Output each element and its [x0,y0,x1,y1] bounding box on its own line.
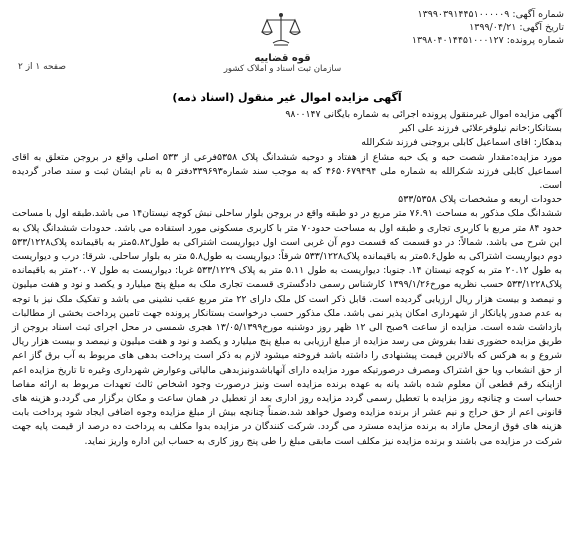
paragraph-details: ششدانگ ملک مذکور به مساحت ۷۶.۹۱ متر مربع در دو طبقه واقع در بروجن بلوار ساحلی نبش کوچه نیستان۱۴ می باشد.طبقه اول با مساحت حدود ۸۴ متر مربع با کاربری تجاری و طبقه اول به مساحت حدود۷۰ متر با کاربری مسکونی مورد استفاده می باشد. حدودات ششدانگ پلاک به این شرح می باشد. شمالاً: در دو قسمت که قسمت دوم آن غربی است اول دیواریست اشتراکی به طول۵.۸۲متر به باقیمانده پلاک۵۳۳/۱۲۲۸ دوم دیواریست اشتراکی به طول۵.۶متر به باقیمانده پلاک۵۳۳/۱۲۲۸ شرقاً: دیواریست به طول۵.۸ متر به بلوار ساحلی. شرقا: درب و دیواریست به طول ۲۰.۱۲ متر به کوچه نیستان ۱۴. جنوبا: دیواریست به طول ۵.۱۱ متر به پلاک ۵۳۳/۱۲۲۹ غربا: دیواریست به طول ۲۰.۰۷متر به باقیمانده پلاک۵۳۳/۱۲۲۸ حسب نظریه مورخ۱۳۹۹/۱/۲۶ کارشناس رسمی دادگستری قسمت تجاری ملک به مبلغ پنج میلیارد و یکصد و نود و هفت میلیون و نیمصد و بیست هزار ریال ارزیابی گردیده است. قابل ذکر است کل ملک دارای ۲۲ متر مربع عقب نشینی می باشد و تفکیک ملک نیز با توجه به عدم صدور پایانکار از شهرداری امکان پذیر نمی باشد. ملک مذکور حسب درخواست بستانکار پرونده جهت تامین پرداخت بخشی از مطالبات بازداشت شده است. مزایده از ساعت ۹صبح الی ۱۲ ظهر روز دوشنبه مورخ۱۳/۰۵/۱۳۹۹ هجری شمسی در محل اجرای ثبت اسناد بروجن از طریق مزایده حضوری نقدا بفروش می رسد مزایده از مبلغ ارزیابی به مبلغ پنج میلیارد و یکصد و نود و هفت میلیون و نیمصد و بیست هزار ریال شروع و به هرکس که بالاترین قیمت پیشنهادی را داشته باشد فروخته میشود لازم به ذکر است پرداخت بدهی های مربوط به آب برق گاز اعم از حق انشعاب ویا حق اشتراک ومصرف درصورتیکه مورد مزایده دارای آنهاباشدونیزبدهی مالیاتی وعوارض شهرداری وغیره تا تاریخ مزایده اعم ازاینکه رقم قطعی آن معلوم شده باشد یانه به عهده برنده مزایده است ونیز درصورت وجود اشخاص ثالث تعهدات مربوط به ارائه مفاصا حساب است و چنانچه روز مزایده با تعطیل رسمی گردد مزایده روز اداری بعد از تعطیل در همان ساعت و مکان برگزار می گردد.و هزینه های قانونی اعم از حق حراج و نیم عشر از برنده مزایده وصول خواهد شد.ضمناً چنانچه بیش از مبلغ مزایده وجوه اضافی ایجاد شود پرداخت بابت هزینه های فوق ازمحل مازاد به برنده مزایده مسترد می گردد. شرکت کنندگان در مزایده بدوا مکلف به پرداخت ده درصد از قیمت پایه جهت شرکت در مزایده می باشند و برنده مزایده نیز مکلف است مابقی مبلغ را طی پنج روز کاری به حساب این اداره واریز نماید. [12,208,563,447]
ad-date-label: تاریخ آگهی: [519,22,564,33]
organization-line2: سازمان ثبت اسناد و املاک کشور [223,64,342,74]
ad-date-row [314,21,564,34]
ad-meta [314,8,564,47]
paragraph-boundaries-heading: حدودات اربعه و مشخصات پلاک ۵۳۳/۵۳۵۸ [398,194,562,206]
ad-number-row [314,8,564,21]
ad-number-value: ۱۳۹۹۰۳۹۱۴۴۵۱۰۰۰۰۰۹ [417,9,510,20]
paragraph-debtor: بدهکار: اقای اسماعیل کابلی بروجنی فرزند شکرالله [361,137,562,149]
ad-number-label: شماره آگهی: [512,9,564,20]
case-number-value: ۱۳۹۸۰۴۰۱۴۴۵۱۰۰۰۱۲۷ [411,35,504,46]
judiciary-emblem-icon [258,10,304,50]
document-title: آگهی مزایده اموال غیر منقول (اسناد ذمه) [172,91,402,104]
organization-line1: قوه قضاییه [254,53,311,64]
case-number-row [314,34,564,47]
paragraph-creditor: بستانکار:خانم نیلوفرعلائی فرزند علی اکبر [399,123,562,135]
organization-block [200,53,365,75]
paragraph-case: آگهی مزایده اموال غیرمنقول پرونده اجرائی به شماره بایگانی ۹۸۰۰۱۴۷ [285,109,562,120]
document-body [12,108,562,449]
page-number: صفحه ۱ از ۲ [18,62,66,72]
case-number-label: شماره پرونده: [506,35,564,46]
paragraph-subject: مورد مزایده:مقدار شصت حبه و یک حبه مشاع از هفتاد و دوحبه ششدانگ پلاک ۵۳۵۸فرعی از ۵۳۳ اصلی واقع در بروجن متعلق به اقای اسماعیل کابلی فرزند شکرالله به شماره ملی ۴۶۵۰۶۷۹۴۹۴ که به موجب سند شماره۳۳۹۶۹۳دفتر ۵ به نام ایشان ثبت و سند صادر گردیده است. [12,151,563,192]
ad-date-value: ۱۳۹۹/۰۴/۲۱ [469,22,517,33]
